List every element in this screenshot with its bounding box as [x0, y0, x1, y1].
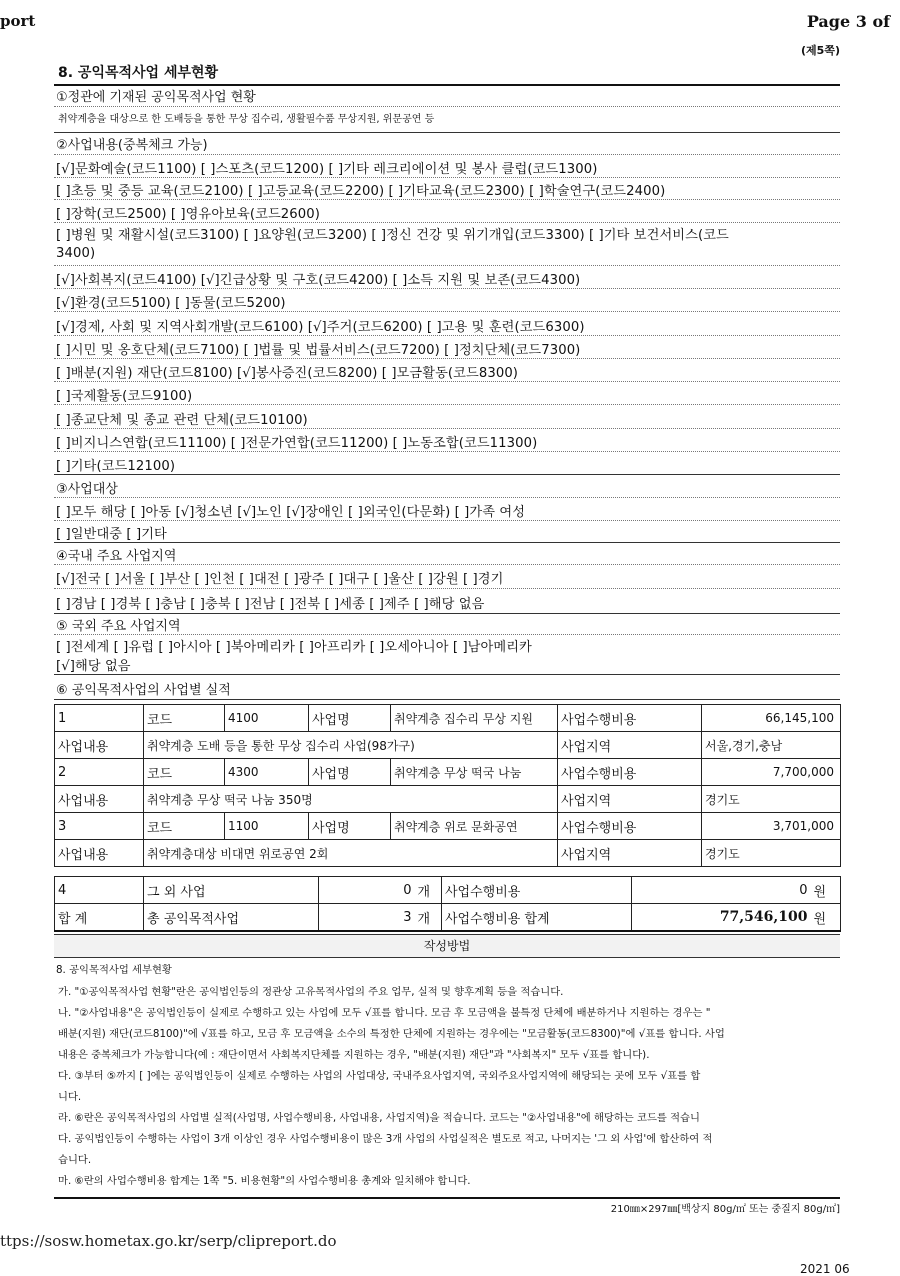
item-region: 서울,경기,충남 — [702, 732, 841, 759]
s5-row: [√]해당 없음 — [54, 655, 840, 675]
content-label: 사업내용 — [55, 786, 144, 813]
item-no: 2 — [55, 759, 144, 786]
guide-line: 습니다. — [58, 1154, 92, 1166]
item-content: 취약계층 도배 등을 통한 무상 집수리 사업(98가구) — [144, 732, 558, 759]
s2-row: [ ]종교단체 및 종교 관련 단체(코드10100) — [54, 409, 840, 429]
name-label: 사업명 — [309, 759, 391, 786]
cost-label: 사업수행비용 — [558, 759, 702, 786]
other-cost-label: 사업수행비용 — [442, 877, 632, 904]
guide-line: 내용은 중복체크가 가능합니다(예 : 재단이면서 사회복지단체를 지원하는 경우, "배분(지원) 재단"과 "사회복지" 모두 √표를 합니다). — [58, 1049, 650, 1061]
guide-line: 니다. — [58, 1091, 82, 1103]
s2-row: [ ]비지니스연합(코드11100) [ ]전문가연합(코드11200) [ ]노동조합(코드11300) — [54, 432, 840, 452]
form-page-no: (제5쪽) — [801, 44, 840, 57]
other-label: 그 외 사업 — [144, 877, 319, 904]
s3-row: [ ]일반대중 [ ]기타 — [54, 523, 840, 543]
code-label: 코드 — [144, 759, 225, 786]
s2-row: [ ]시민 및 옹호단체(코드7100) [ ]법률 및 법률서비스(코드7200) [ ]정치단체(코드7300) — [54, 339, 840, 359]
s2-row: [√]사회복지(코드4100) [√]긴급상황 및 구호(코드4200) [ ]소득 지원 및 보존(코드4300) — [54, 269, 840, 289]
s2-row: [√]문화예술(코드1100) [ ]스포츠(코드1200) [ ]기타 레크리에이션 및 봉사 클럽(코드1300) — [54, 158, 840, 178]
table-row — [55, 840, 841, 867]
s2-row: [ ]배분(지원) 재단(코드8100) [√]봉사증진(코드8200) [ ]모금활동(코드8300) — [54, 362, 840, 382]
s4-row: [√]전국 [ ]서울 [ ]부산 [ ]인천 [ ]대전 [ ]광주 [ ]대구 [ ]울산 [ ]강원 [ ]경기 — [54, 568, 840, 589]
total-won: 원 — [814, 904, 841, 932]
other-unit: 개 — [418, 877, 442, 904]
item-code: 4300 — [225, 759, 309, 786]
s1-title: ①정관에 기재된 공익목적사업 현황 — [54, 86, 840, 107]
total-cost-label: 사업수행비용 합계 — [442, 904, 632, 932]
total-desc: 총 공익목적사업 — [144, 904, 319, 932]
table-row — [55, 877, 841, 904]
guide-body — [54, 982, 840, 1192]
total-count: 3 — [319, 904, 418, 932]
item-cost: 3,701,000 — [702, 813, 841, 840]
s2-title: ②사업내용(중복체크 가능) — [54, 134, 840, 155]
table-row — [55, 786, 841, 813]
code-label: 코드 — [144, 813, 225, 840]
guide-divider — [54, 1196, 840, 1199]
item-cost: 66,145,100 — [702, 705, 841, 732]
cost-label: 사업수행비용 — [558, 813, 702, 840]
s2-row: [ ]장학(코드2500) [ ]영유아보육(코드2600) — [54, 203, 840, 223]
other-won: 원 — [814, 877, 841, 904]
item-region: 경기도 — [702, 786, 841, 813]
region-label: 사업지역 — [558, 786, 702, 813]
s1-text: 취약계층을 대상으로 한 도배등을 통한 무상 집수리, 생활필수품 무상지원, 위문공연 등 — [54, 110, 840, 133]
footer-date: 2021 06 — [800, 1262, 850, 1276]
item-code: 4100 — [225, 705, 309, 732]
guide-line: 라. ⑥란은 공익목적사업의 사업별 실적(사업명, 사업수행비용, 사업내용, 사업지역)을 적습니다. 코드는 "②사업내용"에 해당하는 코드를 적습니 — [58, 1112, 700, 1124]
item-no: 3 — [55, 813, 144, 840]
s2-row: [ ]초등 및 중등 교육(코드2100) [ ]고등교육(코드2200) [ ]기타교육(코드2300) [ ]학술연구(코드2400) — [54, 180, 840, 200]
total-unit: 개 — [418, 904, 442, 932]
s3-row: [ ]모두 해당 [ ]아동 [√]청소년 [√]노인 [√]장애인 [ ]외국인(다문화) [ ]가족 여성 — [54, 501, 840, 521]
item-code: 1100 — [225, 813, 309, 840]
s2-row: [√]경제, 사회 및 지역사회개발(코드6100) [√]주거(코드6200) [ ]고용 및 훈련(코드6300) — [54, 316, 840, 336]
item-name: 취약계층 무상 떡국 나눔 — [391, 759, 558, 786]
s2-row: [ ]병원 및 재활시설(코드3100) [ ]요양원(코드3200) [ ]정신 건강 및 위기개입(코드3300) [ ]기타 보건서비스(코드 — [56, 228, 729, 243]
name-label: 사업명 — [309, 705, 391, 732]
other-no: 4 — [55, 877, 144, 904]
item-cost: 7,700,000 — [702, 759, 841, 786]
guide-subtitle: 8. 공익목적사업 세부현황 — [56, 964, 172, 976]
results-table — [54, 704, 841, 867]
item-name: 취약계층 위로 문화공연 — [391, 813, 558, 840]
table-row — [55, 705, 841, 732]
page-number: Page 3 of — [806, 12, 890, 31]
region-label: 사업지역 — [558, 840, 702, 867]
table-row — [55, 813, 841, 840]
total-cost: 77,546,100 — [632, 904, 814, 932]
section-title: 8. 공익목적사업 세부현황 — [54, 62, 840, 86]
s2-row: [ ]기타(코드12100) — [54, 455, 840, 475]
header-left-text: port — [0, 12, 36, 30]
item-name: 취약계층 집수리 무상 지원 — [391, 705, 558, 732]
s3-title: ③사업대상 — [54, 478, 840, 498]
s5-row: [ ]전세계 [ ]유럽 [ ]아시아 [ ]북아메리카 [ ]아프리카 [ ]오세아니아 [ ]남아메리카 — [56, 640, 532, 655]
s4-row: [ ]경남 [ ]경북 [ ]충남 [ ]충북 [ ]전남 [ ]전북 [ ]세종 [ ]제주 [ ]해당 없음 — [54, 593, 840, 614]
item-content: 취약계층 무상 떡국 나눔 350명 — [144, 786, 558, 813]
summary-table — [54, 876, 841, 932]
content-label: 사업내용 — [55, 840, 144, 867]
other-count: 0 — [319, 877, 418, 904]
table-row — [55, 759, 841, 786]
item-no: 1 — [55, 705, 144, 732]
cost-label: 사업수행비용 — [558, 705, 702, 732]
content-label: 사업내용 — [55, 732, 144, 759]
guide-line: 나. "②사업내용"은 공익법인등이 실제로 수행하고 있는 사업에 모두 √표를 합니다. 모금 후 모금액을 불특정 단체에 배분하거나 지원하는 경우는 " — [58, 1007, 711, 1019]
s5-title: ⑤ 국외 주요 사업지역 — [54, 615, 840, 635]
table-row — [55, 904, 841, 932]
item-region: 경기도 — [702, 840, 841, 867]
s6-title: ⑥ 공익목적사업의 사업별 실적 — [54, 679, 840, 700]
s2-row: 3400) — [54, 246, 840, 266]
s2-row: [ ]국제활동(코드9100) — [54, 385, 840, 405]
guide-line: 배분(지원) 재단(코드8100)"에 √표를 하고, 모금 후 모금액을 소수의 특정한 단체에 지원하는 경우에는 "모금활동(코드8300)"에 √표를 합니다. 사업 — [58, 1028, 725, 1040]
guide-line: 가. "①공익목적사업 현황"란은 공익법인등의 정관상 고유목적사업의 주요 업무, 실적 및 향후계획 등을 적습니다. — [58, 986, 564, 998]
table-row — [55, 732, 841, 759]
name-label: 사업명 — [309, 813, 391, 840]
paper-spec: 210㎜×297㎜[백상지 80g/㎡ 또는 중질지 80g/㎡] — [610, 1204, 840, 1215]
total-label: 합 계 — [55, 904, 144, 932]
region-label: 사업지역 — [558, 732, 702, 759]
guide-line: 마. ⑥란의 사업수행비용 합계는 1쪽 "5. 비용현황"의 사업수행비용 총계와 일치해야 합니다. — [58, 1175, 471, 1187]
other-cost: 0 — [632, 877, 814, 904]
footer-url: ttps://sosw.hometax.go.kr/serp/clipreport.do — [0, 1232, 337, 1250]
s4-title: ④국내 주요 사업지역 — [54, 545, 840, 565]
guide-title: 작성방법 — [54, 934, 840, 958]
report-frame — [54, 58, 840, 1218]
item-content: 취약계층대상 비대면 위로공연 2회 — [144, 840, 558, 867]
guide-line: 다. ③부터 ⑤까지 [ ]에는 공익법인등이 실제로 수행하는 사업의 사업대상, 국내주요사업지역, 국외주요사업지역에 해당되는 곳에 모두 √표를 합 — [58, 1070, 701, 1082]
code-label: 코드 — [144, 705, 225, 732]
s2-row: [√]환경(코드5100) [ ]동물(코드5200) — [54, 292, 840, 312]
guide-line: 다. 공익법인등이 수행하는 사업이 3개 이상인 경우 사업수행비용이 많은 3개 사업의 사업실적은 별도로 적고, 나머지는 '그 외 사업'에 합산하여 적 — [58, 1133, 713, 1145]
